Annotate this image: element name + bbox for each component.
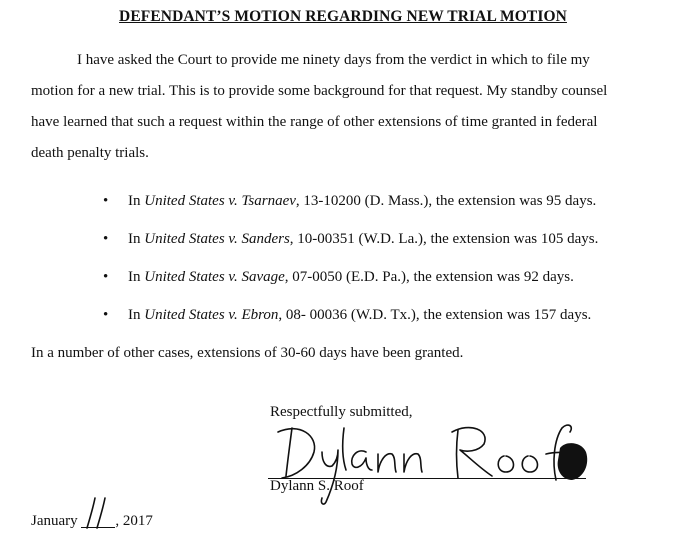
date-day-handwritten	[81, 510, 115, 530]
signature-date	[31, 510, 153, 530]
date-year: , 2017	[115, 513, 153, 529]
list-item-text	[128, 231, 598, 248]
case-detail: , 08- 00036 (W.D. Tx.), the extension was 157 days.	[278, 307, 592, 323]
paragraph-line-2: motion for a new trial. This is to provide some background for that request. My standby counsel	[31, 83, 608, 99]
list-item-text	[128, 193, 596, 210]
bullet-icon: •	[103, 269, 109, 285]
document-title: DEFENDANT’S MOTION REGARDING NEW TRIAL MOTION	[119, 8, 567, 25]
case-prefix: In	[128, 193, 145, 209]
case-detail: , 13-10200 (D. Mass.), the extension was 95 days.	[295, 193, 597, 209]
bullet-icon: •	[103, 193, 109, 209]
respectfully-submitted: Respectfully submitted,	[270, 404, 413, 420]
paragraph-line-1-text: I have asked the Court to provide me ninety days from the verdict in which to file my	[77, 52, 590, 68]
case-prefix: In	[128, 307, 145, 323]
case-prefix: In	[128, 231, 145, 247]
case-name: United States v. Savage	[144, 269, 285, 285]
bullet-icon: •	[103, 307, 109, 323]
case-name: United States v. Sanders	[144, 231, 290, 247]
paragraph-line-3: have learned that such a request within the range of other extensions of time granted in federal	[31, 114, 598, 130]
case-detail: , 07-0050 (E.D. Pa.), the extension was 92 days.	[284, 269, 574, 285]
date-month: January	[31, 513, 78, 529]
closing-sentence: In a number of other cases, extensions of 30-60 days have been granted.	[31, 345, 464, 361]
list-item-text	[128, 307, 591, 324]
case-name: United States v. Tsarnaev	[144, 193, 296, 209]
date-day-underline	[81, 527, 115, 528]
case-detail: , 10-00351 (W.D. La.), the extension was 105 days.	[289, 231, 599, 247]
paragraph-line-4: death penalty trials.	[31, 145, 149, 161]
bullet-icon: •	[103, 231, 109, 247]
case-name: United States v. Ebron	[144, 307, 279, 323]
paragraph-line-1	[31, 45, 671, 76]
case-prefix: In	[128, 269, 145, 285]
list-item-text	[128, 269, 574, 286]
signer-name: Dylann S. Roof	[270, 478, 364, 494]
